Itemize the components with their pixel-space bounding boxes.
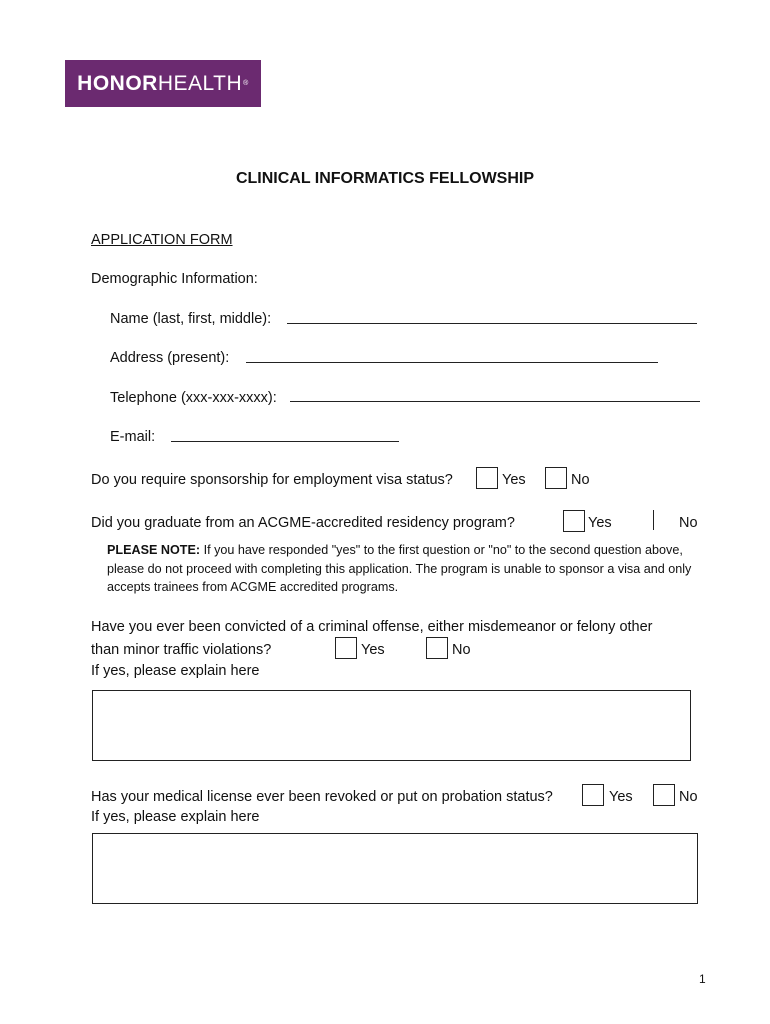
license-yes-label: Yes: [609, 789, 633, 805]
logo-mark: ®: [243, 80, 249, 87]
note-text: If you have responded "yes" to the first question or "no" to the second question above, please do not proceed with completing this application. The program is unable to sponsor a visa and only accepts trainees from ACGME accredited programs.: [107, 543, 692, 594]
address-field[interactable]: [246, 362, 658, 363]
acgme-yes-label: Yes: [588, 515, 612, 531]
criminal-yes-checkbox[interactable]: [335, 637, 357, 659]
address-label: Address (present):: [110, 350, 230, 366]
logo-part2: HEALTH: [157, 71, 243, 95]
license-question: Has your medical license ever been revoked or put on probation status?: [91, 789, 553, 805]
section-heading: APPLICATION FORM: [91, 232, 233, 248]
criminal-no-label: No: [452, 642, 471, 658]
logo-part1: HONOR: [77, 71, 158, 95]
telephone-label: Telephone (xxx-xxx-xxxx):: [110, 390, 277, 406]
license-no-label: No: [679, 789, 698, 805]
license-explain-box[interactable]: [92, 833, 698, 904]
sponsorship-question: Do you require sponsorship for employment visa status?: [91, 472, 453, 488]
criminal-question-line1: Have you ever been convicted of a criminal offense, either misdemeanor or felony other: [91, 619, 653, 635]
sponsorship-yes-checkbox[interactable]: [476, 467, 498, 489]
criminal-no-checkbox[interactable]: [426, 637, 448, 659]
name-label: Name (last, first, middle):: [110, 311, 272, 327]
email-field[interactable]: [171, 441, 399, 442]
license-explain-label: If yes, please explain here: [91, 809, 260, 825]
acgme-no-checkbox[interactable]: [653, 510, 654, 530]
criminal-explain-box[interactable]: [92, 690, 691, 761]
acgme-no-label: No: [679, 515, 698, 531]
acgme-yes-checkbox[interactable]: [563, 510, 585, 532]
telephone-field[interactable]: [290, 401, 700, 402]
license-yes-checkbox[interactable]: [582, 784, 604, 806]
note-bold: PLEASE NOTE:: [107, 543, 201, 557]
name-field[interactable]: [287, 323, 697, 324]
criminal-yes-label: Yes: [361, 642, 385, 658]
page-title: CLINICAL INFORMATICS FELLOWSHIP: [235, 170, 535, 187]
demographic-heading: Demographic Information:: [91, 271, 258, 287]
criminal-explain-label: If yes, please explain here: [91, 663, 260, 679]
email-label: E-mail:: [110, 429, 156, 445]
acgme-question: Did you graduate from an ACGME-accredited residency program?: [91, 515, 515, 531]
sponsorship-no-checkbox[interactable]: [545, 467, 567, 489]
honorhealth-logo: [65, 60, 261, 107]
sponsorship-no-label: No: [571, 472, 590, 488]
license-no-checkbox[interactable]: [653, 784, 675, 806]
sponsorship-yes-label: Yes: [502, 472, 526, 488]
criminal-question-line2: than minor traffic violations?: [91, 642, 272, 658]
please-note: [107, 541, 707, 597]
page-number: 1: [699, 972, 706, 986]
